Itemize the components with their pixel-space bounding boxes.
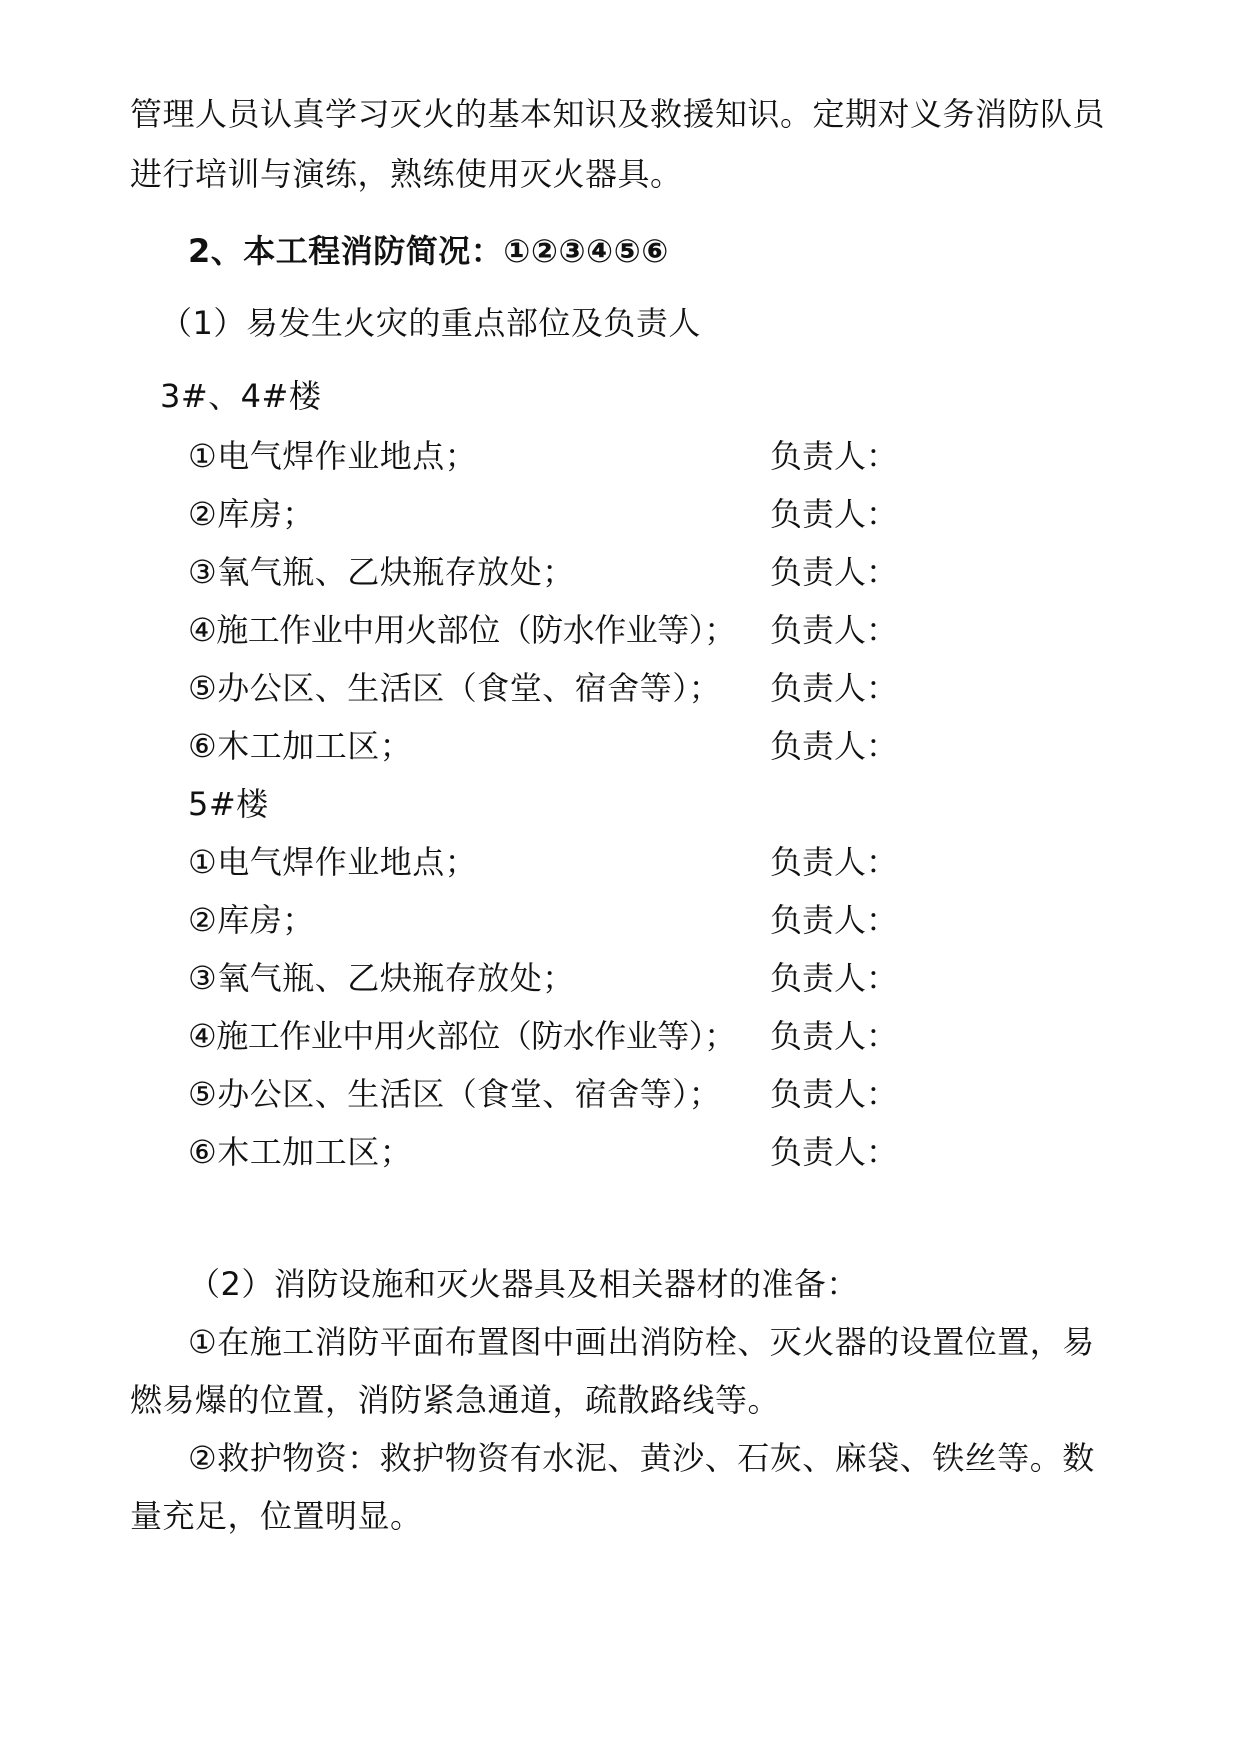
list-item: ④施工作业中用火部位（防水作业等）； bbox=[188, 1017, 736, 1055]
subsection-2-title: （2）消防设施和灭火器具及相关器材的准备： bbox=[188, 1265, 859, 1303]
building-3-4-label: 3#、4#楼 bbox=[160, 377, 322, 415]
responsible-label: 负责人： bbox=[770, 669, 899, 707]
list-item: ③氧气瓶、乙炔瓶存放处； bbox=[188, 553, 575, 591]
responsible-label: 负责人： bbox=[770, 495, 899, 533]
responsible-label: 负责人： bbox=[770, 901, 899, 939]
list-item: ⑤办公区、生活区（食堂、宿舍等）； bbox=[188, 1075, 722, 1113]
list-item: ③氧气瓶、乙炔瓶存放处； bbox=[188, 959, 575, 997]
responsible-label: 负责人： bbox=[770, 727, 899, 765]
responsible-label: 负责人： bbox=[770, 1075, 899, 1113]
subsection-2-paragraph-2-line-2: 量充足，位置明显。 bbox=[130, 1497, 423, 1535]
list-item: ⑥木工加工区； bbox=[188, 1133, 413, 1171]
list-item: ⑤办公区、生活区（食堂、宿舍等）； bbox=[188, 669, 722, 707]
subsection-2-paragraph-1-line-1: ①在施工消防平面布置图中画出消防栓、灭火器的设置位置，易 bbox=[188, 1323, 1095, 1361]
list-item: ①电气焊作业地点； bbox=[188, 843, 478, 881]
subsection-2-paragraph-2-line-1: ②救护物资：救护物资有水泥、黄沙、石灰、麻袋、铁丝等。数 bbox=[188, 1439, 1095, 1477]
list-item: ⑥木工加工区； bbox=[188, 727, 413, 765]
list-item: ②库房； bbox=[188, 901, 315, 939]
responsible-label: 负责人： bbox=[770, 1133, 899, 1171]
responsible-label: 负责人： bbox=[770, 611, 899, 649]
subsection-1-title: （1）易发生火灾的重点部位及负责人 bbox=[160, 304, 701, 342]
subsection-2-paragraph-1-line-2: 燃易爆的位置，消防紧急通道，疏散路线等。 bbox=[130, 1381, 781, 1419]
list-item: ④施工作业中用火部位（防水作业等）； bbox=[188, 611, 736, 649]
list-item: ②库房； bbox=[188, 495, 315, 533]
responsible-label: 负责人： bbox=[770, 437, 899, 475]
intro-line-2: 进行培训与演练，熟练使用灭火器具。 bbox=[130, 155, 683, 193]
section-heading: 2、本工程消防简况：①②③④⑤⑥ bbox=[188, 232, 669, 270]
building-5-label: 5#楼 bbox=[188, 785, 269, 823]
intro-line-1: 管理人员认真学习灭火的基本知识及救援知识。定期对义务消防队员 bbox=[130, 95, 1106, 133]
list-item: ①电气焊作业地点； bbox=[188, 437, 478, 475]
responsible-label: 负责人： bbox=[770, 843, 899, 881]
responsible-label: 负责人： bbox=[770, 553, 899, 591]
responsible-label: 负责人： bbox=[770, 1017, 899, 1055]
responsible-label: 负责人： bbox=[770, 959, 899, 997]
